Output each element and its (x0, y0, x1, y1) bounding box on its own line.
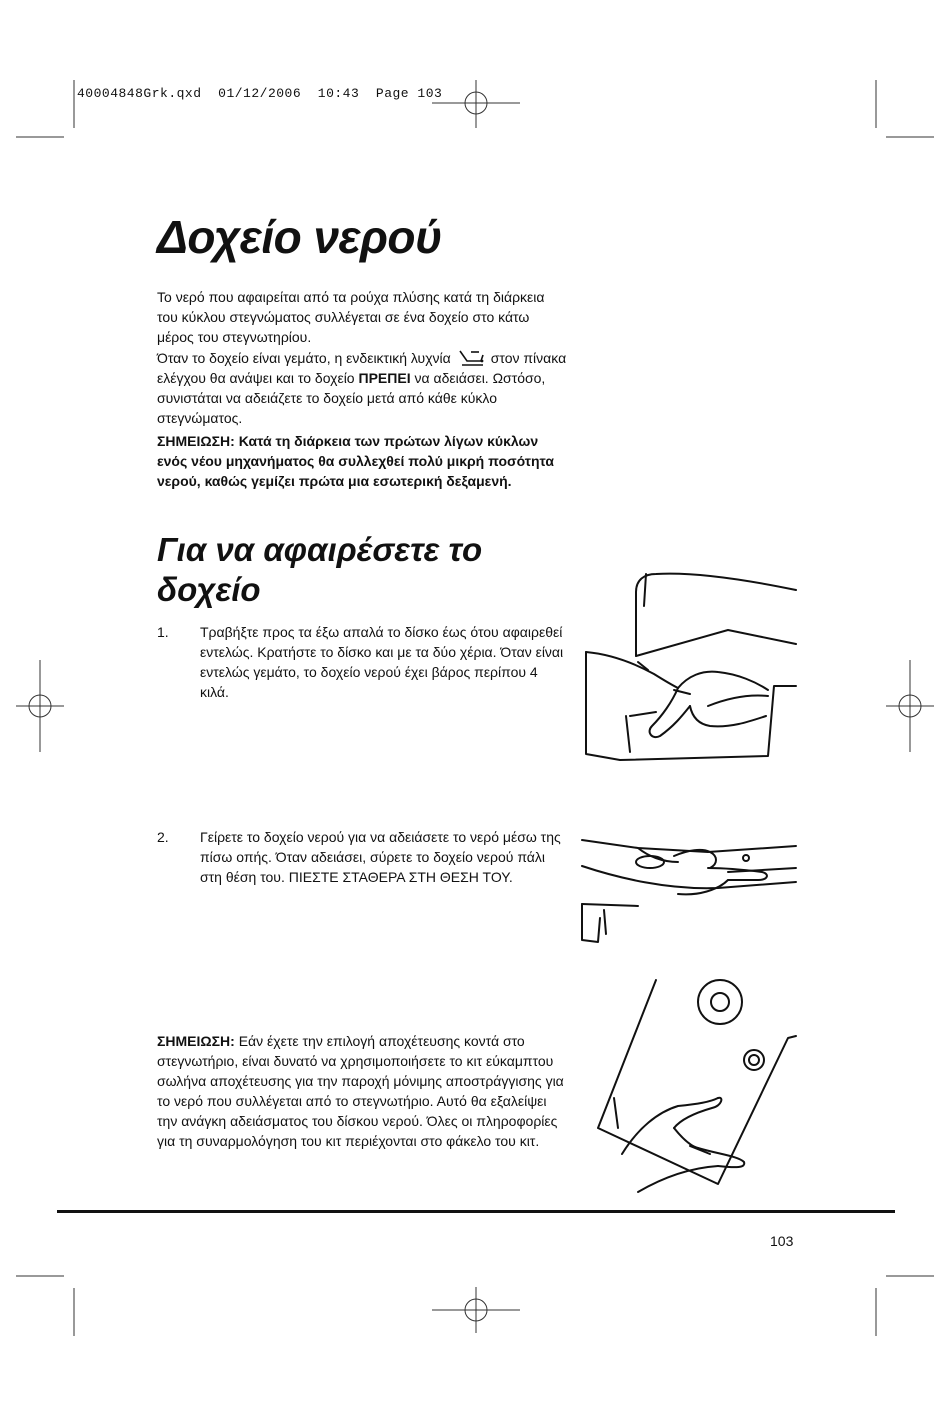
step-1-number: 1. (157, 624, 169, 640)
slug-page: Page 103 (375, 86, 443, 101)
intro-p2-part-c: να αδειάσει. Ωστόσο, συνιστάται να αδειάζετε το δοχείο μετά από κάθε κύκλο στεγνώματος. (157, 370, 546, 426)
print-slug (77, 86, 442, 101)
illustration-empty-container (578, 832, 798, 952)
section-heading: Για να αφαιρέσετε το δοχείο (157, 531, 483, 608)
registration-mark-left (16, 660, 64, 752)
slug-date: 01/12/2006 (218, 86, 302, 101)
registration-mark-top (432, 80, 520, 128)
step-2-number: 2. (157, 829, 169, 845)
intro-p2-part-a: Όταν το δοχείο είναι γεμάτο, η ενδεικτική λυχνία (157, 350, 451, 366)
footer-rule (57, 1210, 895, 1213)
slug-time: 10:43 (317, 86, 360, 101)
step-1 (157, 622, 567, 702)
page-title: Δοχείο νερού (157, 211, 442, 263)
registration-mark-bottom (432, 1287, 520, 1333)
step-2-text: Γείρετε το δοχείο νερού για να αδειάσετε το νερό μέσω της πίσω οπής. Όταν αδειάσει, σύρετε το δοχείο νερού πάλι στη θέση του. ΠΙΕΣΤΕ ΣΤΑΘΕΡΑ ΣΤΗ ΘΕΣΗ ΤΟΥ. (200, 829, 561, 885)
drain-note-label: ΣΗΜΕΙΩΣΗ: (157, 1033, 235, 1049)
intro-p2-part-b: στον πίνακα ελέγχου θα ανάψει και το δοχείο (157, 350, 567, 386)
page-number: 103 (770, 1233, 794, 1249)
step-2 (157, 827, 567, 907)
intro-p2-emphasis: ΠΡΕΠΕΙ (358, 370, 411, 386)
registration-mark-right (886, 660, 934, 752)
slug-file: 40004848Grk.qxd (77, 86, 202, 101)
drain-note (157, 1031, 567, 1151)
step-1-text: Τραβήξτε προς τα έξω απαλά το δίσκο έως ότου αφαιρεθεί εντελώς. Κρατήστε το δίσκο και με τα δύο χέρια. Όταν είναι εντελώς γεμάτο, το δοχείο νερού έχει βάρος περίπου 4 κιλά. (200, 624, 564, 700)
illustration-remove-container (578, 566, 798, 776)
intro-paragraph-1: Το νερό που αφαιρείται από τα ρούχα πλύσης κατά τη διάρκεια του κύκλου στεγνώματος συλλέγεται σε ένα δοχείο στο κάτω μέρος του στεγνωτηρίου. (157, 289, 545, 345)
drain-note-text: Εάν έχετε την επιλογή αποχέτευσης κοντά στο στεγνωτήριο, είναι δυνατό να χρησιμοποιήσετε το κιτ εύκαμπτου σωλήνα αποχέτευσης για την παροχή μόνιμης αποστράγγισης για το νερό που συλλέγεται από το στεγνωτήριο. Αυτό θα εξαλείψει την ανάγκη αδειάσματος του δίσκου νερού. Όλες οι πληροφορίες για τη συναρμολόγηση του κιτ περιέχονται στο φάκελο του κιτ. (157, 1033, 564, 1149)
intro-note: ΣΗΜΕΙΩΣΗ: Κατά τη διάρκεια των πρώτων λίγων κύκλων ενός νέου μηχανήματος θα συλλεχθεί πολύ μικρή ποσότητα νερού, καθώς γεμίζει πρώτα μια εσωτερική δεξαμενή. (157, 433, 555, 489)
intro-paragraph-2 (157, 348, 567, 428)
water-container-full-icon (457, 349, 487, 367)
illustration-carry-container (578, 978, 798, 1198)
